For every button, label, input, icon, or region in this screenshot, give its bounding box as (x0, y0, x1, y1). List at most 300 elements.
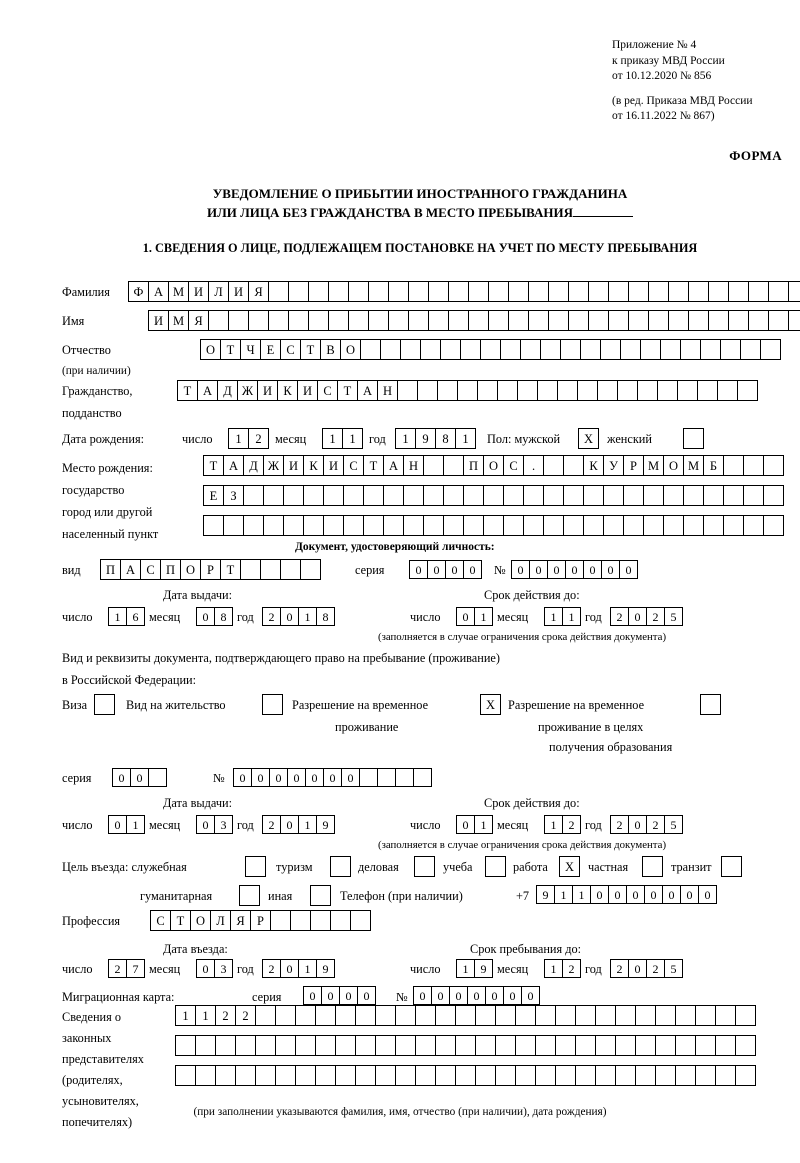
cell[interactable] (615, 1005, 636, 1026)
cell[interactable]: 1 (572, 885, 591, 904)
cell[interactable]: 1 (554, 885, 573, 904)
cell[interactable]: 1 (195, 1005, 216, 1026)
cell[interactable] (660, 339, 681, 360)
cell[interactable]: 2 (646, 959, 665, 978)
cell[interactable]: 0 (303, 986, 322, 1005)
cell[interactable]: 0 (130, 768, 149, 787)
cell[interactable]: 1 (298, 607, 317, 626)
cell[interactable] (500, 339, 521, 360)
cell[interactable] (723, 485, 744, 506)
field-legal-rep-row-3[interactable] (175, 1065, 755, 1086)
cell[interactable] (760, 339, 781, 360)
cell[interactable] (615, 1035, 636, 1056)
cell[interactable] (717, 380, 738, 401)
cell[interactable] (335, 1005, 356, 1026)
cell[interactable] (703, 515, 724, 536)
cell[interactable]: 3 (214, 815, 233, 834)
cell[interactable] (575, 1065, 596, 1086)
cell[interactable] (475, 1065, 496, 1086)
cell[interactable]: С (343, 455, 364, 476)
cell[interactable] (350, 910, 371, 931)
cell[interactable] (657, 380, 678, 401)
cell[interactable]: 9 (536, 885, 555, 904)
cell[interactable] (728, 310, 749, 331)
cell[interactable]: М (168, 281, 189, 302)
field-doc-number[interactable] (511, 560, 637, 579)
cell[interactable] (359, 768, 378, 787)
cell[interactable] (497, 380, 518, 401)
cell[interactable] (448, 310, 469, 331)
cell[interactable] (330, 910, 351, 931)
cell[interactable] (263, 515, 284, 536)
cell[interactable] (308, 281, 329, 302)
cell[interactable]: 0 (485, 986, 504, 1005)
cell[interactable] (495, 1005, 516, 1026)
cell[interactable] (743, 515, 764, 536)
cell[interactable] (583, 485, 604, 506)
field-stay-until-day[interactable] (456, 959, 492, 978)
cell[interactable] (303, 485, 324, 506)
cell[interactable] (517, 380, 538, 401)
field-stay-valid-year[interactable] (610, 815, 682, 834)
cell[interactable] (308, 310, 329, 331)
field-doc-issue-month[interactable] (196, 607, 232, 626)
cell[interactable] (295, 1035, 316, 1056)
cell[interactable]: 0 (662, 885, 681, 904)
cell[interactable]: И (188, 281, 209, 302)
field-doc-valid-month[interactable] (544, 607, 580, 626)
cell[interactable] (543, 485, 564, 506)
cell[interactable]: С (140, 559, 161, 580)
cell[interactable] (175, 1035, 196, 1056)
cell[interactable] (363, 515, 384, 536)
cell[interactable]: 2 (646, 607, 665, 626)
cell[interactable]: 0 (112, 768, 131, 787)
cell[interactable] (723, 455, 744, 476)
cell[interactable] (375, 1005, 396, 1026)
cell[interactable] (743, 455, 764, 476)
cell[interactable] (703, 485, 724, 506)
cell[interactable] (715, 1005, 736, 1026)
cell[interactable] (255, 1065, 276, 1086)
cell[interactable]: А (383, 455, 404, 476)
cell[interactable] (423, 455, 444, 476)
cell[interactable] (648, 281, 669, 302)
cell[interactable]: Т (220, 559, 241, 580)
cell[interactable] (655, 1035, 676, 1056)
checkbox-purpose-service[interactable] (245, 856, 266, 877)
field-legal-rep-row-1[interactable] (175, 1005, 755, 1026)
cell[interactable] (577, 380, 598, 401)
cell[interactable] (628, 310, 649, 331)
cell[interactable]: 5 (664, 815, 683, 834)
cell[interactable] (335, 1035, 356, 1056)
cell[interactable]: 5 (664, 959, 683, 978)
cell[interactable]: 1 (474, 815, 493, 834)
cell[interactable] (555, 1035, 576, 1056)
cell[interactable] (195, 1065, 216, 1086)
field-patronymic[interactable] (200, 339, 780, 360)
cell[interactable] (723, 515, 744, 536)
cell[interactable] (195, 1035, 216, 1056)
cell[interactable] (557, 380, 578, 401)
cell[interactable]: 0 (409, 560, 428, 579)
cell[interactable] (215, 1065, 236, 1086)
cell[interactable]: О (180, 559, 201, 580)
cell[interactable] (328, 310, 349, 331)
cell[interactable]: 9 (415, 428, 436, 449)
cell[interactable]: 2 (235, 1005, 256, 1026)
field-doc-issue-day[interactable] (108, 607, 144, 626)
cell[interactable]: 0 (503, 986, 522, 1005)
field-birth-year[interactable] (395, 428, 475, 449)
cell[interactable] (175, 1065, 196, 1086)
cell[interactable]: Т (363, 455, 384, 476)
cell[interactable]: 0 (628, 959, 647, 978)
cell[interactable] (435, 1065, 456, 1086)
cell[interactable] (560, 339, 581, 360)
cell[interactable] (315, 1035, 336, 1056)
cell[interactable] (735, 1065, 756, 1086)
cell[interactable] (535, 1005, 556, 1026)
cell[interactable] (637, 380, 658, 401)
cell[interactable] (623, 515, 644, 536)
field-entry-year[interactable] (262, 959, 334, 978)
cell[interactable]: 0 (321, 986, 340, 1005)
cell[interactable] (735, 1005, 756, 1026)
field-stay-until-month[interactable] (544, 959, 580, 978)
field-legal-rep-row-2[interactable] (175, 1035, 755, 1056)
cell[interactable] (508, 310, 529, 331)
cell[interactable] (283, 485, 304, 506)
cell[interactable]: 0 (287, 768, 306, 787)
checkbox-visa[interactable] (94, 694, 115, 715)
cell[interactable]: Я (188, 310, 209, 331)
cell[interactable] (388, 281, 409, 302)
cell[interactable]: 0 (108, 815, 127, 834)
cell[interactable] (383, 515, 404, 536)
cell[interactable]: 0 (463, 560, 482, 579)
cell[interactable]: Р (200, 559, 221, 580)
cell[interactable] (697, 380, 718, 401)
cell[interactable] (535, 1065, 556, 1086)
field-stay-number[interactable] (233, 768, 431, 787)
cell[interactable]: А (357, 380, 378, 401)
cell[interactable] (635, 1035, 656, 1056)
cell[interactable] (235, 1035, 256, 1056)
cell[interactable] (477, 380, 498, 401)
cell[interactable] (588, 281, 609, 302)
cell[interactable] (595, 1035, 616, 1056)
cell[interactable] (748, 310, 769, 331)
cell[interactable] (428, 310, 449, 331)
cell[interactable] (715, 1035, 736, 1056)
cell[interactable] (348, 281, 369, 302)
cell[interactable] (343, 515, 364, 536)
cell[interactable]: П (160, 559, 181, 580)
cell[interactable] (380, 339, 401, 360)
cell[interactable]: 8 (316, 607, 335, 626)
checkbox-male[interactable]: X (578, 428, 599, 449)
cell[interactable] (695, 1005, 716, 1026)
cell[interactable] (675, 1005, 696, 1026)
cell[interactable]: 0 (305, 768, 324, 787)
cell[interactable]: Т (203, 455, 224, 476)
cell[interactable]: 2 (262, 815, 281, 834)
cell[interactable]: 0 (626, 885, 645, 904)
cell[interactable]: О (483, 455, 504, 476)
cell[interactable] (270, 910, 291, 931)
cell[interactable] (268, 310, 289, 331)
cell[interactable] (508, 281, 529, 302)
cell[interactable]: 0 (196, 607, 215, 626)
cell[interactable]: Ж (237, 380, 258, 401)
cell[interactable] (275, 1065, 296, 1086)
cell[interactable]: 8 (214, 607, 233, 626)
cell[interactable]: 0 (590, 885, 609, 904)
cell[interactable]: 0 (644, 885, 663, 904)
cell[interactable] (580, 339, 601, 360)
cell[interactable]: П (463, 455, 484, 476)
cell[interactable]: В (320, 339, 341, 360)
cell[interactable] (403, 485, 424, 506)
field-stay-issue-day[interactable] (108, 815, 144, 834)
cell[interactable] (443, 455, 464, 476)
cell[interactable] (548, 281, 569, 302)
cell[interactable] (295, 1005, 316, 1026)
cell[interactable] (788, 281, 800, 302)
cell[interactable] (283, 515, 304, 536)
cell[interactable] (423, 485, 444, 506)
cell[interactable] (475, 1005, 496, 1026)
cell[interactable] (728, 281, 749, 302)
cell[interactable] (468, 281, 489, 302)
cell[interactable]: 1 (322, 428, 343, 449)
cell[interactable] (323, 485, 344, 506)
cell[interactable]: 0 (196, 959, 215, 978)
cell[interactable]: Ф (128, 281, 149, 302)
field-doc-valid-year[interactable] (610, 607, 682, 626)
cell[interactable]: Л (208, 281, 229, 302)
cell[interactable]: Т (337, 380, 358, 401)
cell[interactable] (295, 1065, 316, 1086)
cell[interactable]: 0 (608, 885, 627, 904)
cell[interactable]: Б (703, 455, 724, 476)
cell[interactable] (663, 485, 684, 506)
cell[interactable] (348, 310, 369, 331)
cell[interactable]: 9 (474, 959, 493, 978)
cell[interactable] (655, 1065, 676, 1086)
cell[interactable]: 1 (474, 607, 493, 626)
cell[interactable] (663, 515, 684, 536)
cell[interactable]: 0 (449, 986, 468, 1005)
cell[interactable] (263, 485, 284, 506)
cell[interactable] (675, 1065, 696, 1086)
cell[interactable]: К (277, 380, 298, 401)
cell[interactable] (275, 1035, 296, 1056)
cell[interactable] (403, 515, 424, 536)
cell[interactable] (620, 339, 641, 360)
cell[interactable] (268, 281, 289, 302)
cell[interactable] (635, 1065, 656, 1086)
cell[interactable] (695, 1065, 716, 1086)
cell[interactable]: 0 (280, 607, 299, 626)
cell[interactable]: З (223, 485, 244, 506)
cell[interactable] (555, 1065, 576, 1086)
cell[interactable] (748, 281, 769, 302)
cell[interactable] (700, 339, 721, 360)
cell[interactable] (243, 515, 264, 536)
cell[interactable]: Т (177, 380, 198, 401)
cell[interactable] (763, 485, 784, 506)
cell[interactable]: 5 (664, 607, 683, 626)
cell[interactable]: 0 (427, 560, 446, 579)
cell[interactable] (235, 1065, 256, 1086)
cell[interactable] (395, 1035, 416, 1056)
cell[interactable]: Я (230, 910, 251, 931)
cell[interactable]: Р (250, 910, 271, 931)
cell[interactable]: 1 (298, 959, 317, 978)
cell[interactable]: Ж (263, 455, 284, 476)
cell[interactable] (335, 1065, 356, 1086)
cell[interactable]: А (223, 455, 244, 476)
cell[interactable] (588, 310, 609, 331)
cell[interactable] (523, 515, 544, 536)
cell[interactable] (400, 339, 421, 360)
cell[interactable] (543, 455, 564, 476)
cell[interactable]: И (148, 310, 169, 331)
cell[interactable] (668, 281, 689, 302)
field-profession[interactable] (150, 910, 370, 931)
cell[interactable]: И (297, 380, 318, 401)
cell[interactable] (763, 455, 784, 476)
cell[interactable] (608, 281, 629, 302)
cell[interactable] (708, 310, 729, 331)
cell[interactable] (408, 281, 429, 302)
cell[interactable]: 8 (435, 428, 456, 449)
cell[interactable] (568, 281, 589, 302)
cell[interactable] (415, 1005, 436, 1026)
cell[interactable]: 1 (455, 428, 476, 449)
cell[interactable] (788, 310, 800, 331)
cell[interactable] (537, 380, 558, 401)
cell[interactable] (735, 1035, 756, 1056)
cell[interactable] (528, 281, 549, 302)
field-birth-city[interactable] (203, 485, 783, 506)
cell[interactable]: 0 (233, 768, 252, 787)
cell[interactable]: 0 (269, 768, 288, 787)
cell[interactable] (688, 310, 709, 331)
cell[interactable] (563, 515, 584, 536)
cell[interactable]: 1 (544, 815, 563, 834)
cell[interactable]: М (168, 310, 189, 331)
cell[interactable]: 1 (544, 607, 563, 626)
cell[interactable] (643, 515, 664, 536)
cell[interactable]: 0 (323, 768, 342, 787)
cell[interactable]: Я (248, 281, 269, 302)
cell[interactable]: 2 (262, 959, 281, 978)
cell[interactable] (597, 380, 618, 401)
cell[interactable]: И (228, 281, 249, 302)
cell[interactable] (608, 310, 629, 331)
cell[interactable] (455, 1065, 476, 1086)
cell[interactable] (395, 1005, 416, 1026)
cell[interactable]: 1 (342, 428, 363, 449)
cell[interactable]: А (148, 281, 169, 302)
cell[interactable]: 1 (544, 959, 563, 978)
cell[interactable] (243, 485, 264, 506)
cell[interactable] (455, 1005, 476, 1026)
cell[interactable]: 0 (680, 885, 699, 904)
cell[interactable] (768, 281, 789, 302)
cell[interactable]: 2 (646, 815, 665, 834)
cell[interactable]: 9 (316, 959, 335, 978)
cell[interactable]: С (150, 910, 171, 931)
field-stay-issue-year[interactable] (262, 815, 334, 834)
field-birth-state[interactable] (203, 455, 783, 476)
cell[interactable] (617, 380, 638, 401)
cell[interactable]: А (197, 380, 218, 401)
cell[interactable] (737, 380, 758, 401)
cell[interactable]: 0 (456, 815, 475, 834)
cell[interactable] (720, 339, 741, 360)
cell[interactable]: 0 (339, 986, 358, 1005)
cell[interactable] (413, 768, 432, 787)
checkbox-female[interactable] (683, 428, 704, 449)
cell[interactable] (148, 768, 167, 787)
cell[interactable]: 9 (316, 815, 335, 834)
field-doc-issue-year[interactable] (262, 607, 334, 626)
cell[interactable] (528, 310, 549, 331)
cell[interactable] (223, 515, 244, 536)
cell[interactable] (515, 1065, 536, 1086)
cell[interactable] (463, 515, 484, 536)
cell[interactable] (355, 1035, 376, 1056)
cell[interactable] (208, 310, 229, 331)
cell[interactable]: 0 (341, 768, 360, 787)
cell[interactable] (535, 1035, 556, 1056)
field-doc-valid-day[interactable] (456, 607, 492, 626)
cell[interactable] (288, 310, 309, 331)
cell[interactable] (328, 281, 349, 302)
cell[interactable]: 2 (610, 959, 629, 978)
cell[interactable] (548, 310, 569, 331)
cell[interactable] (457, 380, 478, 401)
field-stay-valid-month[interactable] (544, 815, 580, 834)
cell[interactable] (255, 1035, 276, 1056)
cell[interactable]: Ч (240, 339, 261, 360)
cell[interactable] (615, 1065, 636, 1086)
field-citizenship[interactable] (177, 380, 757, 401)
cell[interactable]: 1 (108, 607, 127, 626)
cell[interactable] (695, 1035, 716, 1056)
cell[interactable]: 0 (601, 560, 620, 579)
cell[interactable]: А (120, 559, 141, 580)
cell[interactable]: 1 (126, 815, 145, 834)
checkbox-purpose-private[interactable] (642, 856, 663, 877)
cell[interactable] (583, 515, 604, 536)
cell[interactable]: 0 (628, 607, 647, 626)
cell[interactable]: 6 (126, 607, 145, 626)
cell[interactable]: С (317, 380, 338, 401)
cell[interactable]: 2 (262, 607, 281, 626)
cell[interactable] (203, 515, 224, 536)
checkbox-purpose-work[interactable]: X (559, 856, 580, 877)
cell[interactable] (680, 339, 701, 360)
cell[interactable] (460, 339, 481, 360)
field-stay-until-year[interactable] (610, 959, 682, 978)
cell[interactable] (628, 281, 649, 302)
